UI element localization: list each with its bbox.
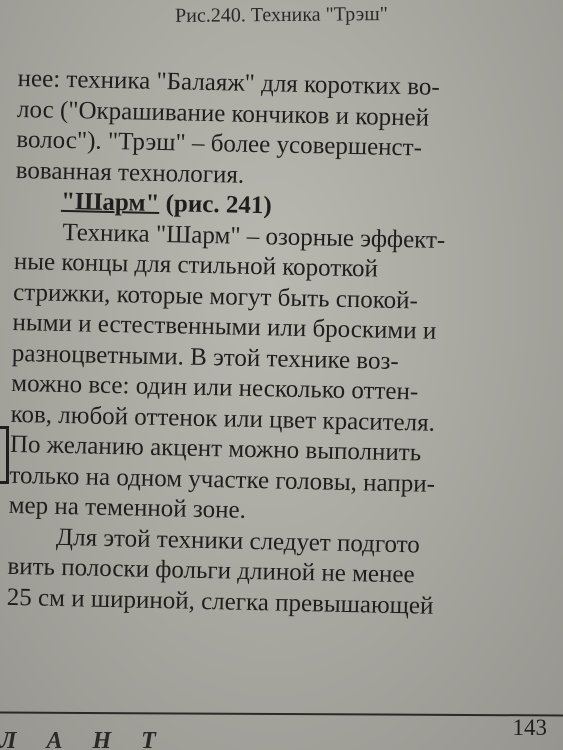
- footer-running-title: Л А Н Т: [0, 728, 168, 750]
- section-heading-name: "Шарм": [60, 187, 160, 217]
- text-line: ков, любой оттенок или цвет красителя.: [10, 400, 436, 437]
- text-line: волос"). "Трэш" – более усовершенст-: [16, 125, 423, 162]
- text-line: лос ("Окрашивание кончиков и корней: [16, 95, 430, 132]
- text-line: Для этой техники следует подгото: [55, 523, 421, 559]
- body-text: [7, 64, 556, 624]
- text-line: вованная технология.: [15, 156, 245, 189]
- text-line: ными и естественными или броскими и: [12, 308, 437, 345]
- page-number: 143: [512, 715, 547, 740]
- figure-caption: Рис.240. Техника "Трэш": [175, 3, 388, 27]
- text-line: стрижки, которые могут быть спокой-: [12, 278, 419, 314]
- text-line: только на одном участке головы, напри-: [9, 461, 436, 498]
- text-line: ные концы для стильной короткой: [13, 247, 379, 283]
- text-line: вить полоски фольги длиной не менее: [7, 552, 415, 589]
- section-heading-figure-ref: (рис. 241): [159, 189, 272, 220]
- text-line: разноцветными. В этой технике воз-: [11, 339, 399, 375]
- footer-rule: [0, 712, 563, 717]
- text-line: 25 см и шириной, слегка превышающей: [6, 583, 434, 620]
- text-line: мер на теменной зоне.: [8, 491, 247, 524]
- text-line: можно все: один или несколько оттен-: [11, 369, 419, 406]
- margin-bracket-mark: [0, 426, 9, 484]
- text-line: нее: техника "Балаяж" для коротких во-: [17, 64, 441, 101]
- text-line: Техника "Шарм" – озорные эффект-: [62, 218, 446, 254]
- text-line: По желанию акцент можно выполнить: [9, 430, 422, 467]
